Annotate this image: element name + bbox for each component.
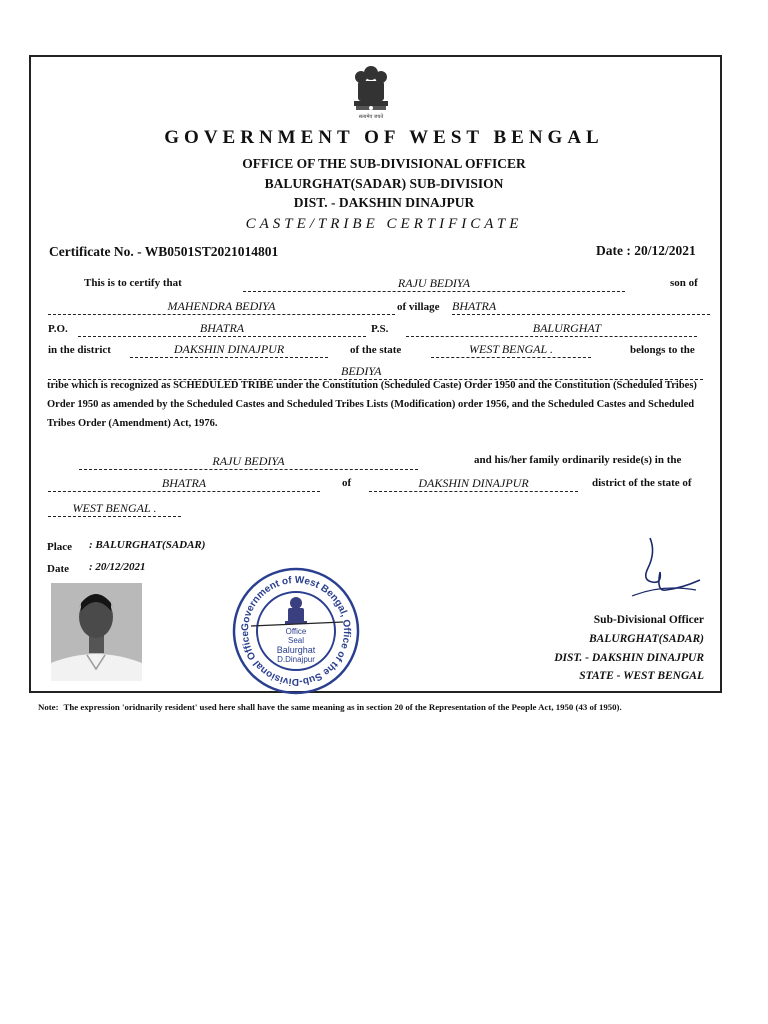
father-name: MAHENDRA BEDIYA xyxy=(48,299,395,315)
footnote xyxy=(38,702,622,712)
seal-center-district: D.Dinajpur xyxy=(277,655,315,664)
certificate-number xyxy=(49,244,278,260)
date-value: : 20/12/2021 xyxy=(89,561,146,573)
subdivision-name: BALURGHAT(SADAR) SUB-DIVISION xyxy=(264,176,504,191)
office-name: OFFICE OF THE SUB-DIVISIONAL OFFICER xyxy=(242,156,526,171)
place-value: : BALURGHAT(SADAR) xyxy=(89,539,206,551)
government-title: GOVERNMENT OF WEST BENGAL xyxy=(164,127,604,148)
office-seal xyxy=(231,566,361,696)
district-label: in the district xyxy=(48,344,111,356)
footnote-label: Note: xyxy=(38,702,59,712)
footnote-text: The expression 'oridnarily resident' used here shall have the same meaning as in section 20 of the Representation of the People Act, 1950 (43 of 1950). xyxy=(63,702,622,712)
certificate-date xyxy=(596,243,696,259)
district-state-label: district of the state of xyxy=(592,477,692,489)
district-name: DIST. - DAKSHIN DINAJPUR xyxy=(293,195,475,210)
resident-village: BHATRA xyxy=(48,476,320,492)
officer-title: Sub-Divisional Officer xyxy=(593,614,704,626)
seal-center-seal: Seal xyxy=(287,636,305,645)
resident-state: WEST BENGAL . xyxy=(48,501,181,517)
holder-name: RAJU BEDIYA xyxy=(243,276,625,292)
seal-center-office: Office xyxy=(285,627,307,636)
officer-district: DIST. - DAKSHIN DINAJPUR xyxy=(554,652,704,664)
belongs-label: belongs to the xyxy=(630,344,695,356)
seal-ring-text: Government of West Bengal, Office of the Sub-Divisional Office xyxy=(239,574,353,688)
certificate-title: CASTE/TRIBE CERTIFICATE xyxy=(245,216,523,232)
family-reside-label: and his/her family ordinarily reside(s) in the xyxy=(474,454,682,466)
village-label: of village xyxy=(397,301,440,313)
officer-signature xyxy=(622,534,704,604)
resident-district: DAKSHIN DINAJPUR xyxy=(369,476,578,492)
post-office: BHATRA xyxy=(78,321,366,337)
date-label: Date xyxy=(47,563,69,575)
place-label: Place xyxy=(47,541,73,553)
tribe-recognition-text: tribe which is recognized as SCHEDULED TRIBE under the Constitution (Scheduled Caste) Order 1950 and the Constitution (Scheduled Tribes) Order 1950 as amended by the Scheduled Castes and Scheduled Tribes Lists (Modification) order 1956, and the Scheduled Castes and Scheduled Tribes Order (Amendment) Act, 1976. xyxy=(47,380,697,429)
police-station xyxy=(406,321,697,337)
certificate-date-label: Date : xyxy=(596,243,635,258)
village-name: BHATRA xyxy=(452,299,710,315)
certificate-date-value: 20/12/2021 xyxy=(634,243,696,258)
state-emblem xyxy=(348,63,394,121)
po-label: P.O. xyxy=(48,323,68,335)
seal-center-place: Balurghat xyxy=(276,645,316,655)
of-label: of xyxy=(342,477,352,489)
resident-name: RAJU BEDIYA xyxy=(79,454,418,470)
state-label: of the state xyxy=(350,344,402,356)
emblem-caption: सत्यमेव जयते xyxy=(358,114,384,120)
certify-intro: This is to certify that xyxy=(84,277,182,289)
officer-state: STATE - WEST BENGAL xyxy=(579,670,704,682)
tribe-name: BEDIYA xyxy=(341,364,382,378)
holder-photo xyxy=(51,583,142,681)
officer-subdivision: BALURGHAT(SADAR) xyxy=(588,633,704,645)
certificate-number-value: WB0501ST2021014801 xyxy=(144,244,279,259)
police-station-value: BALURGHAT xyxy=(532,321,601,335)
holder-state: WEST BENGAL . xyxy=(431,342,591,358)
holder-district: DAKSHIN DINAJPUR xyxy=(130,342,328,358)
son-of-label: son of xyxy=(670,277,698,289)
ps-label: P.S. xyxy=(371,323,389,335)
certificate-number-label: Certificate No. - xyxy=(49,244,145,259)
